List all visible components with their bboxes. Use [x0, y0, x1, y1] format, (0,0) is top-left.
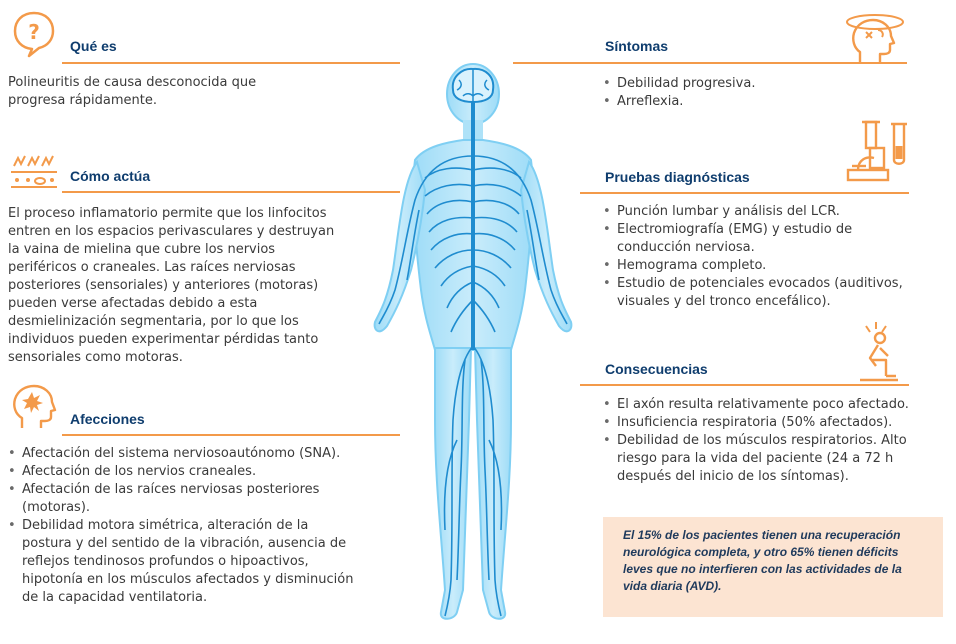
head-burst-icon: [8, 382, 58, 436]
pruebas-rule: [580, 192, 909, 194]
list-item: • Hemograma completo.: [601, 257, 925, 275]
svg-text:?: ?: [28, 20, 40, 44]
list-item: • El axón resulta relativamente poco afectado.: [601, 396, 915, 414]
consecuencias-list: [601, 396, 915, 486]
list-item: • Afectación de los nervios craneales.: [6, 463, 354, 481]
list-item: • Estudio de potenciales evocados (auditivos, visuales y del tronco encefálico).: [601, 275, 925, 311]
que-es-title: Qué es: [70, 38, 117, 54]
list-item: • Debilidad motora simétrica, alteración de la postura y del sentido de la vibración, ausencia de reflejos tendinosos profundos o hipoactivos, hipotonía en los músculos afectados y disminución de la capacidad ventilatoria.: [6, 517, 354, 607]
list-item: • Afectación de las raíces nerviosas posteriores (motoras).: [6, 481, 354, 517]
como-actua-rule: [62, 191, 400, 193]
list-item: • Insuficiencia respiratoria (50% afectados).: [601, 414, 915, 432]
question-bubble-icon: [12, 10, 56, 62]
list-item: • Arreflexia.: [601, 93, 921, 111]
list-item: • Punción lumbar y análisis del LCR.: [601, 203, 925, 221]
sintomas-title: Síntomas: [605, 38, 669, 54]
list-item: • Electromiografía (EMG) y estudio de conducción nerviosa.: [601, 221, 925, 257]
como-actua-text: El proceso inflamatorio permite que los linfocitos entren en los espacios perivasculares y destruyan la vaina de mielina que cubre los nervios periféricos o craneales. Las raíces nerviosas posteriores (sensoriales) y anteriores (motoras) pueden verse afectadas debido a esta desmielinización segmentaria, por lo que los individuos pueden experimentar pérdidas tanto sensoriales como motoras.: [8, 206, 335, 365]
dizzy-head-icon: [842, 8, 908, 68]
que-es-text: Polineuritis de causa desconocida que progresa rápidamente.: [8, 75, 257, 108]
list-item: • Debilidad progresiva.: [601, 75, 921, 93]
consecuencias-rule: [580, 384, 909, 386]
sintomas-list: [601, 75, 921, 111]
prognosis-note-text: El 15% de los pacientes tienen una recuperación neurológica completa, y otro 65% tienen déficits leves que no interfieren con las actividades de la vida diaria (AVD).: [623, 528, 902, 593]
como-actua-title: Cómo actúa: [70, 168, 151, 184]
pain-person-icon: [856, 318, 902, 386]
microscope-icon: [844, 118, 910, 190]
afecciones-list: [6, 445, 354, 607]
consecuencias-title: Consecuencias: [605, 361, 708, 377]
afecciones-rule: [62, 434, 400, 436]
prognosis-note: [603, 517, 943, 617]
list-item: • Afectación del sistema nerviosoautónomo (SNA).: [6, 445, 354, 463]
list-item: • Debilidad de los músculos respiratorios. Alto riesgo para la vida del paciente (24 a 72 h después del inicio de los síntomas).: [601, 432, 915, 486]
afecciones-title: Afecciones: [70, 411, 145, 427]
que-es-rule: [62, 62, 400, 64]
pruebas-list: [601, 203, 925, 311]
pruebas-title: Pruebas diagnósticas: [605, 169, 750, 185]
inflammation-icon: [8, 150, 60, 196]
nervous-system-figure: [365, 60, 585, 644]
